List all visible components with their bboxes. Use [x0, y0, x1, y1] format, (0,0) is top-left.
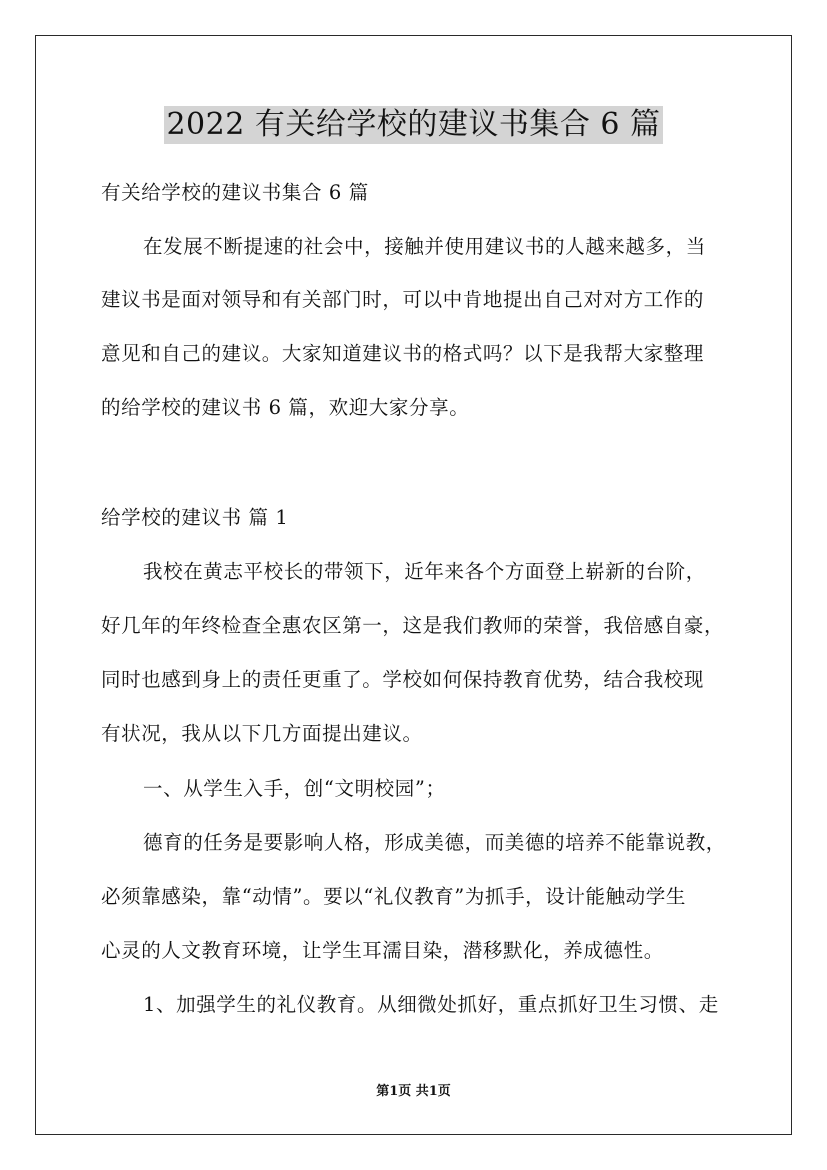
body-line: 同时也感到身上的责任更重了。学校如何保持教育优势，结合我校现: [101, 668, 705, 691]
page-number-footer: 第1页 共1页: [376, 1084, 451, 1099]
body-line: 有状况，我从以下几方面提出建议。: [101, 722, 423, 745]
body-line: 必须靠感染，靠“动情”。要以“礼仪教育”为抓手，设计能触动学生: [101, 885, 686, 908]
subsection-heading: 一、从学生入手，创“文明校园”；: [143, 777, 446, 800]
title-container: [0, 106, 827, 144]
body-line: 好几年的年终检查全惠农区第一，这是我们教师的荣誉，我倍感自豪，: [101, 614, 725, 637]
body-line: 1、加强学生的礼仪教育。从细微处抓好，重点抓好卫生习惯、走: [143, 993, 719, 1016]
body-line: 我校在黄志平校长的带领下，近年来各个方面登上崭新的台阶，: [143, 560, 706, 583]
body-line: 德育的任务是要影响人格，形成美德，而美德的培养不能靠说教，: [143, 831, 726, 854]
intro-line: 的给学校的建议书 6 篇，欢迎大家分享。: [101, 396, 470, 419]
intro-line: 意见和自己的建议。大家知道建议书的格式吗？以下是我帮大家整理: [101, 342, 705, 365]
intro-line: 在发展不断提速的社会中，接触并使用建议书的人越来越多，当: [143, 235, 706, 258]
body-line: 心灵的人文教育环境，让学生耳濡目染，潜移默化，养成德性。: [101, 939, 664, 962]
document-title: 2022 有关给学校的建议书集合 6 篇: [166, 107, 661, 142]
intro-line: 建议书是面对领导和有关部门时，可以中肯地提出自己对对方工作的: [101, 288, 705, 311]
section-heading: 给学校的建议书 篇 1: [101, 506, 289, 529]
document-subtitle: 有关给学校的建议书集合 6 篇: [101, 181, 369, 204]
